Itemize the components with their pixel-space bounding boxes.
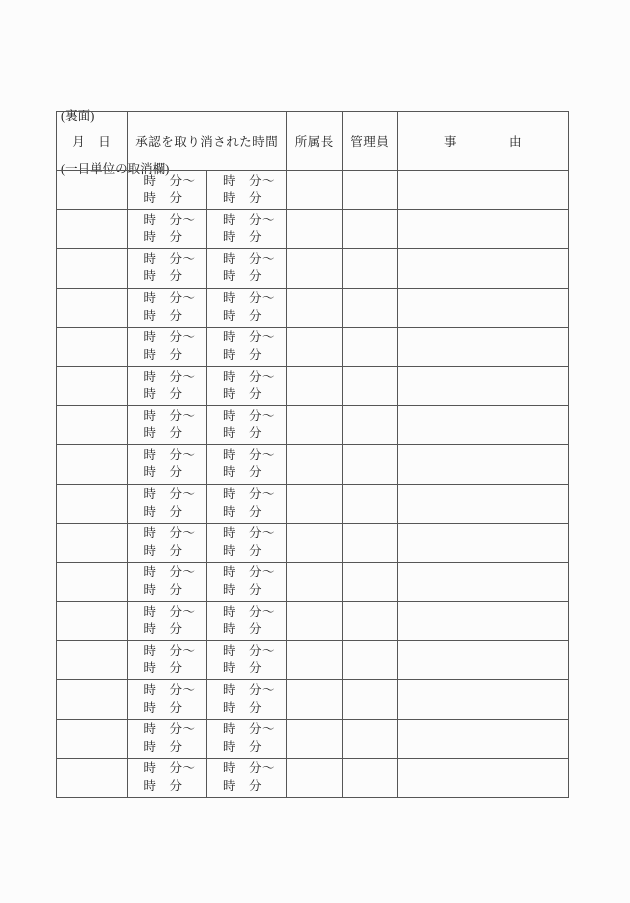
cancellation-row bbox=[57, 523, 569, 562]
time-from-line: 時 分～ bbox=[223, 251, 276, 266]
cancellation-row bbox=[57, 602, 569, 641]
cancellation-row bbox=[57, 249, 569, 288]
time-to-line: 時 分 bbox=[223, 543, 263, 558]
department-head-cell bbox=[287, 249, 343, 288]
time-range-cell-1 bbox=[127, 288, 207, 327]
reason-cell bbox=[398, 249, 569, 288]
administrator-cell bbox=[342, 210, 398, 249]
time-to-line: 時 分 bbox=[143, 230, 183, 245]
time-to-line: 時 分 bbox=[223, 622, 263, 637]
time-range-cell-2 bbox=[207, 641, 287, 680]
time-from-line: 時 分～ bbox=[143, 487, 196, 502]
time-from-line: 時 分～ bbox=[223, 487, 276, 502]
time-range-cell-1 bbox=[127, 523, 207, 562]
daily-cancellation-table bbox=[56, 111, 569, 798]
month-day-cell bbox=[57, 484, 128, 523]
month-day-cell bbox=[57, 523, 128, 562]
time-from-line: 時 分～ bbox=[143, 212, 196, 227]
administrator-cell bbox=[342, 366, 398, 405]
time-from-line: 時 分～ bbox=[223, 408, 276, 423]
administrator-cell bbox=[342, 562, 398, 601]
time-from-line: 時 分～ bbox=[223, 722, 276, 737]
time-to-line: 時 分 bbox=[143, 739, 183, 754]
time-range-cell-2 bbox=[207, 680, 287, 719]
month-day-cell bbox=[57, 602, 128, 641]
time-from-line: 時 分～ bbox=[143, 761, 196, 776]
time-range-cell-2 bbox=[207, 406, 287, 445]
time-from-line: 時 分～ bbox=[143, 722, 196, 737]
time-range-cell-1 bbox=[127, 562, 207, 601]
time-from-line: 時 分～ bbox=[143, 369, 196, 384]
department-head-cell bbox=[287, 445, 343, 484]
month-day-cell bbox=[57, 445, 128, 484]
cancellation-row bbox=[57, 171, 569, 210]
time-from-line: 時 分～ bbox=[143, 683, 196, 698]
cancellation-row bbox=[57, 758, 569, 797]
administrator-cell bbox=[342, 602, 398, 641]
time-to-line: 時 分 bbox=[223, 739, 263, 754]
time-to-line: 時 分 bbox=[223, 308, 263, 323]
department-head-cell bbox=[287, 288, 343, 327]
time-range-cell-1 bbox=[127, 171, 207, 210]
time-from-line: 時 分～ bbox=[223, 526, 276, 541]
department-head-cell bbox=[287, 484, 343, 523]
reason-cell bbox=[398, 562, 569, 601]
department-head-cell bbox=[287, 210, 343, 249]
cancellation-row bbox=[57, 719, 569, 758]
time-range-cell-2 bbox=[207, 602, 287, 641]
time-from-line: 時 分～ bbox=[143, 330, 196, 345]
time-to-line: 時 分 bbox=[223, 778, 263, 793]
department-head-cell bbox=[287, 641, 343, 680]
time-to-line: 時 分 bbox=[223, 700, 263, 715]
month-day-cell bbox=[57, 366, 128, 405]
time-to-line: 時 分 bbox=[143, 387, 183, 402]
time-from-line: 時 分～ bbox=[223, 369, 276, 384]
time-range-cell-1 bbox=[127, 680, 207, 719]
reason-cell bbox=[398, 210, 569, 249]
month-day-cell bbox=[57, 171, 128, 210]
cancellation-row bbox=[57, 445, 569, 484]
time-range-cell-2 bbox=[207, 758, 287, 797]
month-day-cell bbox=[57, 641, 128, 680]
month-day-cell bbox=[57, 719, 128, 758]
time-from-line: 時 分～ bbox=[223, 291, 276, 306]
cancellation-row bbox=[57, 562, 569, 601]
time-to-line: 時 分 bbox=[143, 543, 183, 558]
time-range-cell-2 bbox=[207, 523, 287, 562]
department-head-cell bbox=[287, 171, 343, 210]
department-head-cell bbox=[287, 602, 343, 641]
time-from-line: 時 分～ bbox=[223, 173, 276, 188]
cancellation-row bbox=[57, 641, 569, 680]
month-day-cell bbox=[57, 562, 128, 601]
department-head-cell bbox=[287, 327, 343, 366]
time-from-line: 時 分～ bbox=[143, 408, 196, 423]
time-to-line: 時 分 bbox=[223, 191, 263, 206]
time-range-cell-2 bbox=[207, 249, 287, 288]
reason-cell bbox=[398, 719, 569, 758]
time-range-cell-1 bbox=[127, 406, 207, 445]
time-to-line: 時 分 bbox=[223, 387, 263, 402]
time-range-cell-1 bbox=[127, 366, 207, 405]
time-to-line: 時 分 bbox=[223, 504, 263, 519]
reason-cell bbox=[398, 406, 569, 445]
administrator-cell bbox=[342, 327, 398, 366]
cancellation-row bbox=[57, 406, 569, 445]
time-range-cell-2 bbox=[207, 484, 287, 523]
department-head-cell bbox=[287, 366, 343, 405]
department-head-cell bbox=[287, 680, 343, 719]
month-day-cell bbox=[57, 210, 128, 249]
time-to-line: 時 分 bbox=[143, 426, 183, 441]
administrator-cell bbox=[342, 249, 398, 288]
cancellation-row bbox=[57, 484, 569, 523]
time-to-line: 時 分 bbox=[223, 582, 263, 597]
time-from-line: 時 分～ bbox=[143, 643, 196, 658]
time-from-line: 時 分～ bbox=[143, 447, 196, 462]
time-to-line: 時 分 bbox=[223, 661, 263, 676]
time-range-cell-1 bbox=[127, 210, 207, 249]
reason-cell bbox=[398, 680, 569, 719]
administrator-cell bbox=[342, 288, 398, 327]
time-range-cell-1 bbox=[127, 719, 207, 758]
time-from-line: 時 分～ bbox=[143, 251, 196, 266]
cancellation-row bbox=[57, 288, 569, 327]
time-from-line: 時 分～ bbox=[143, 173, 196, 188]
department-head-cell bbox=[287, 719, 343, 758]
time-to-line: 時 分 bbox=[223, 230, 263, 245]
cancellation-row bbox=[57, 680, 569, 719]
time-to-line: 時 分 bbox=[143, 347, 183, 362]
month-day-cell bbox=[57, 288, 128, 327]
administrator-cell bbox=[342, 680, 398, 719]
header-month-day: 月 日 bbox=[57, 112, 128, 171]
time-to-line: 時 分 bbox=[143, 582, 183, 597]
time-range-cell-2 bbox=[207, 445, 287, 484]
time-from-line: 時 分～ bbox=[223, 565, 276, 580]
department-head-cell bbox=[287, 406, 343, 445]
reason-cell bbox=[398, 366, 569, 405]
month-day-cell bbox=[57, 249, 128, 288]
cancellation-row bbox=[57, 327, 569, 366]
time-from-line: 時 分～ bbox=[223, 447, 276, 462]
time-range-cell-2 bbox=[207, 719, 287, 758]
department-head-cell bbox=[287, 758, 343, 797]
header-row bbox=[57, 112, 569, 171]
cancellation-row bbox=[57, 210, 569, 249]
month-day-cell bbox=[57, 758, 128, 797]
time-to-line: 時 分 bbox=[143, 191, 183, 206]
time-to-line: 時 分 bbox=[143, 700, 183, 715]
month-day-cell bbox=[57, 406, 128, 445]
reason-cell bbox=[398, 758, 569, 797]
reason-cell bbox=[398, 171, 569, 210]
time-range-cell-1 bbox=[127, 484, 207, 523]
time-range-cell-2 bbox=[207, 562, 287, 601]
reason-cell bbox=[398, 445, 569, 484]
time-range-cell-2 bbox=[207, 327, 287, 366]
time-to-line: 時 分 bbox=[223, 465, 263, 480]
month-day-cell bbox=[57, 680, 128, 719]
administrator-cell bbox=[342, 641, 398, 680]
header-administrator: 管理員 bbox=[342, 112, 398, 171]
back-side-label: (裏面) bbox=[61, 109, 95, 123]
time-range-cell-1 bbox=[127, 249, 207, 288]
reason-cell bbox=[398, 523, 569, 562]
time-range-cell-2 bbox=[207, 366, 287, 405]
section-title: (一日単位の取消欄) bbox=[61, 161, 170, 176]
time-range-cell-2 bbox=[207, 171, 287, 210]
time-to-line: 時 分 bbox=[143, 661, 183, 676]
reason-cell bbox=[398, 641, 569, 680]
administrator-cell bbox=[342, 523, 398, 562]
department-head-cell bbox=[287, 562, 343, 601]
administrator-cell bbox=[342, 406, 398, 445]
time-from-line: 時 分～ bbox=[223, 330, 276, 345]
time-from-line: 時 分～ bbox=[143, 565, 196, 580]
administrator-cell bbox=[342, 758, 398, 797]
time-to-line: 時 分 bbox=[143, 504, 183, 519]
time-range-cell-1 bbox=[127, 445, 207, 484]
time-range-cell-2 bbox=[207, 210, 287, 249]
time-range-cell-1 bbox=[127, 641, 207, 680]
administrator-cell bbox=[342, 484, 398, 523]
header-department-head: 所属長 bbox=[287, 112, 343, 171]
reason-cell bbox=[398, 327, 569, 366]
reason-cell bbox=[398, 288, 569, 327]
administrator-cell bbox=[342, 719, 398, 758]
header-cancelled-time: 承認を取り消された時間 bbox=[127, 112, 287, 171]
time-to-line: 時 分 bbox=[143, 308, 183, 323]
time-to-line: 時 分 bbox=[143, 269, 183, 284]
time-to-line: 時 分 bbox=[143, 465, 183, 480]
time-from-line: 時 分～ bbox=[143, 291, 196, 306]
time-to-line: 時 分 bbox=[143, 622, 183, 637]
time-from-line: 時 分～ bbox=[223, 683, 276, 698]
administrator-cell bbox=[342, 445, 398, 484]
department-head-cell bbox=[287, 523, 343, 562]
time-to-line: 時 分 bbox=[223, 426, 263, 441]
reason-cell bbox=[398, 484, 569, 523]
month-day-cell bbox=[57, 327, 128, 366]
time-to-line: 時 分 bbox=[143, 778, 183, 793]
time-from-line: 時 分～ bbox=[223, 212, 276, 227]
time-from-line: 時 分～ bbox=[223, 761, 276, 776]
reason-cell bbox=[398, 602, 569, 641]
time-range-cell-1 bbox=[127, 327, 207, 366]
cancellation-row bbox=[57, 366, 569, 405]
time-from-line: 時 分～ bbox=[143, 604, 196, 619]
time-from-line: 時 分～ bbox=[143, 526, 196, 541]
time-from-line: 時 分～ bbox=[223, 604, 276, 619]
time-range-cell-1 bbox=[127, 602, 207, 641]
time-range-cell-1 bbox=[127, 758, 207, 797]
time-from-line: 時 分～ bbox=[223, 643, 276, 658]
administrator-cell bbox=[342, 171, 398, 210]
time-to-line: 時 分 bbox=[223, 269, 263, 284]
time-range-cell-2 bbox=[207, 288, 287, 327]
time-to-line: 時 分 bbox=[223, 347, 263, 362]
header-reason: 事 由 bbox=[398, 112, 569, 171]
